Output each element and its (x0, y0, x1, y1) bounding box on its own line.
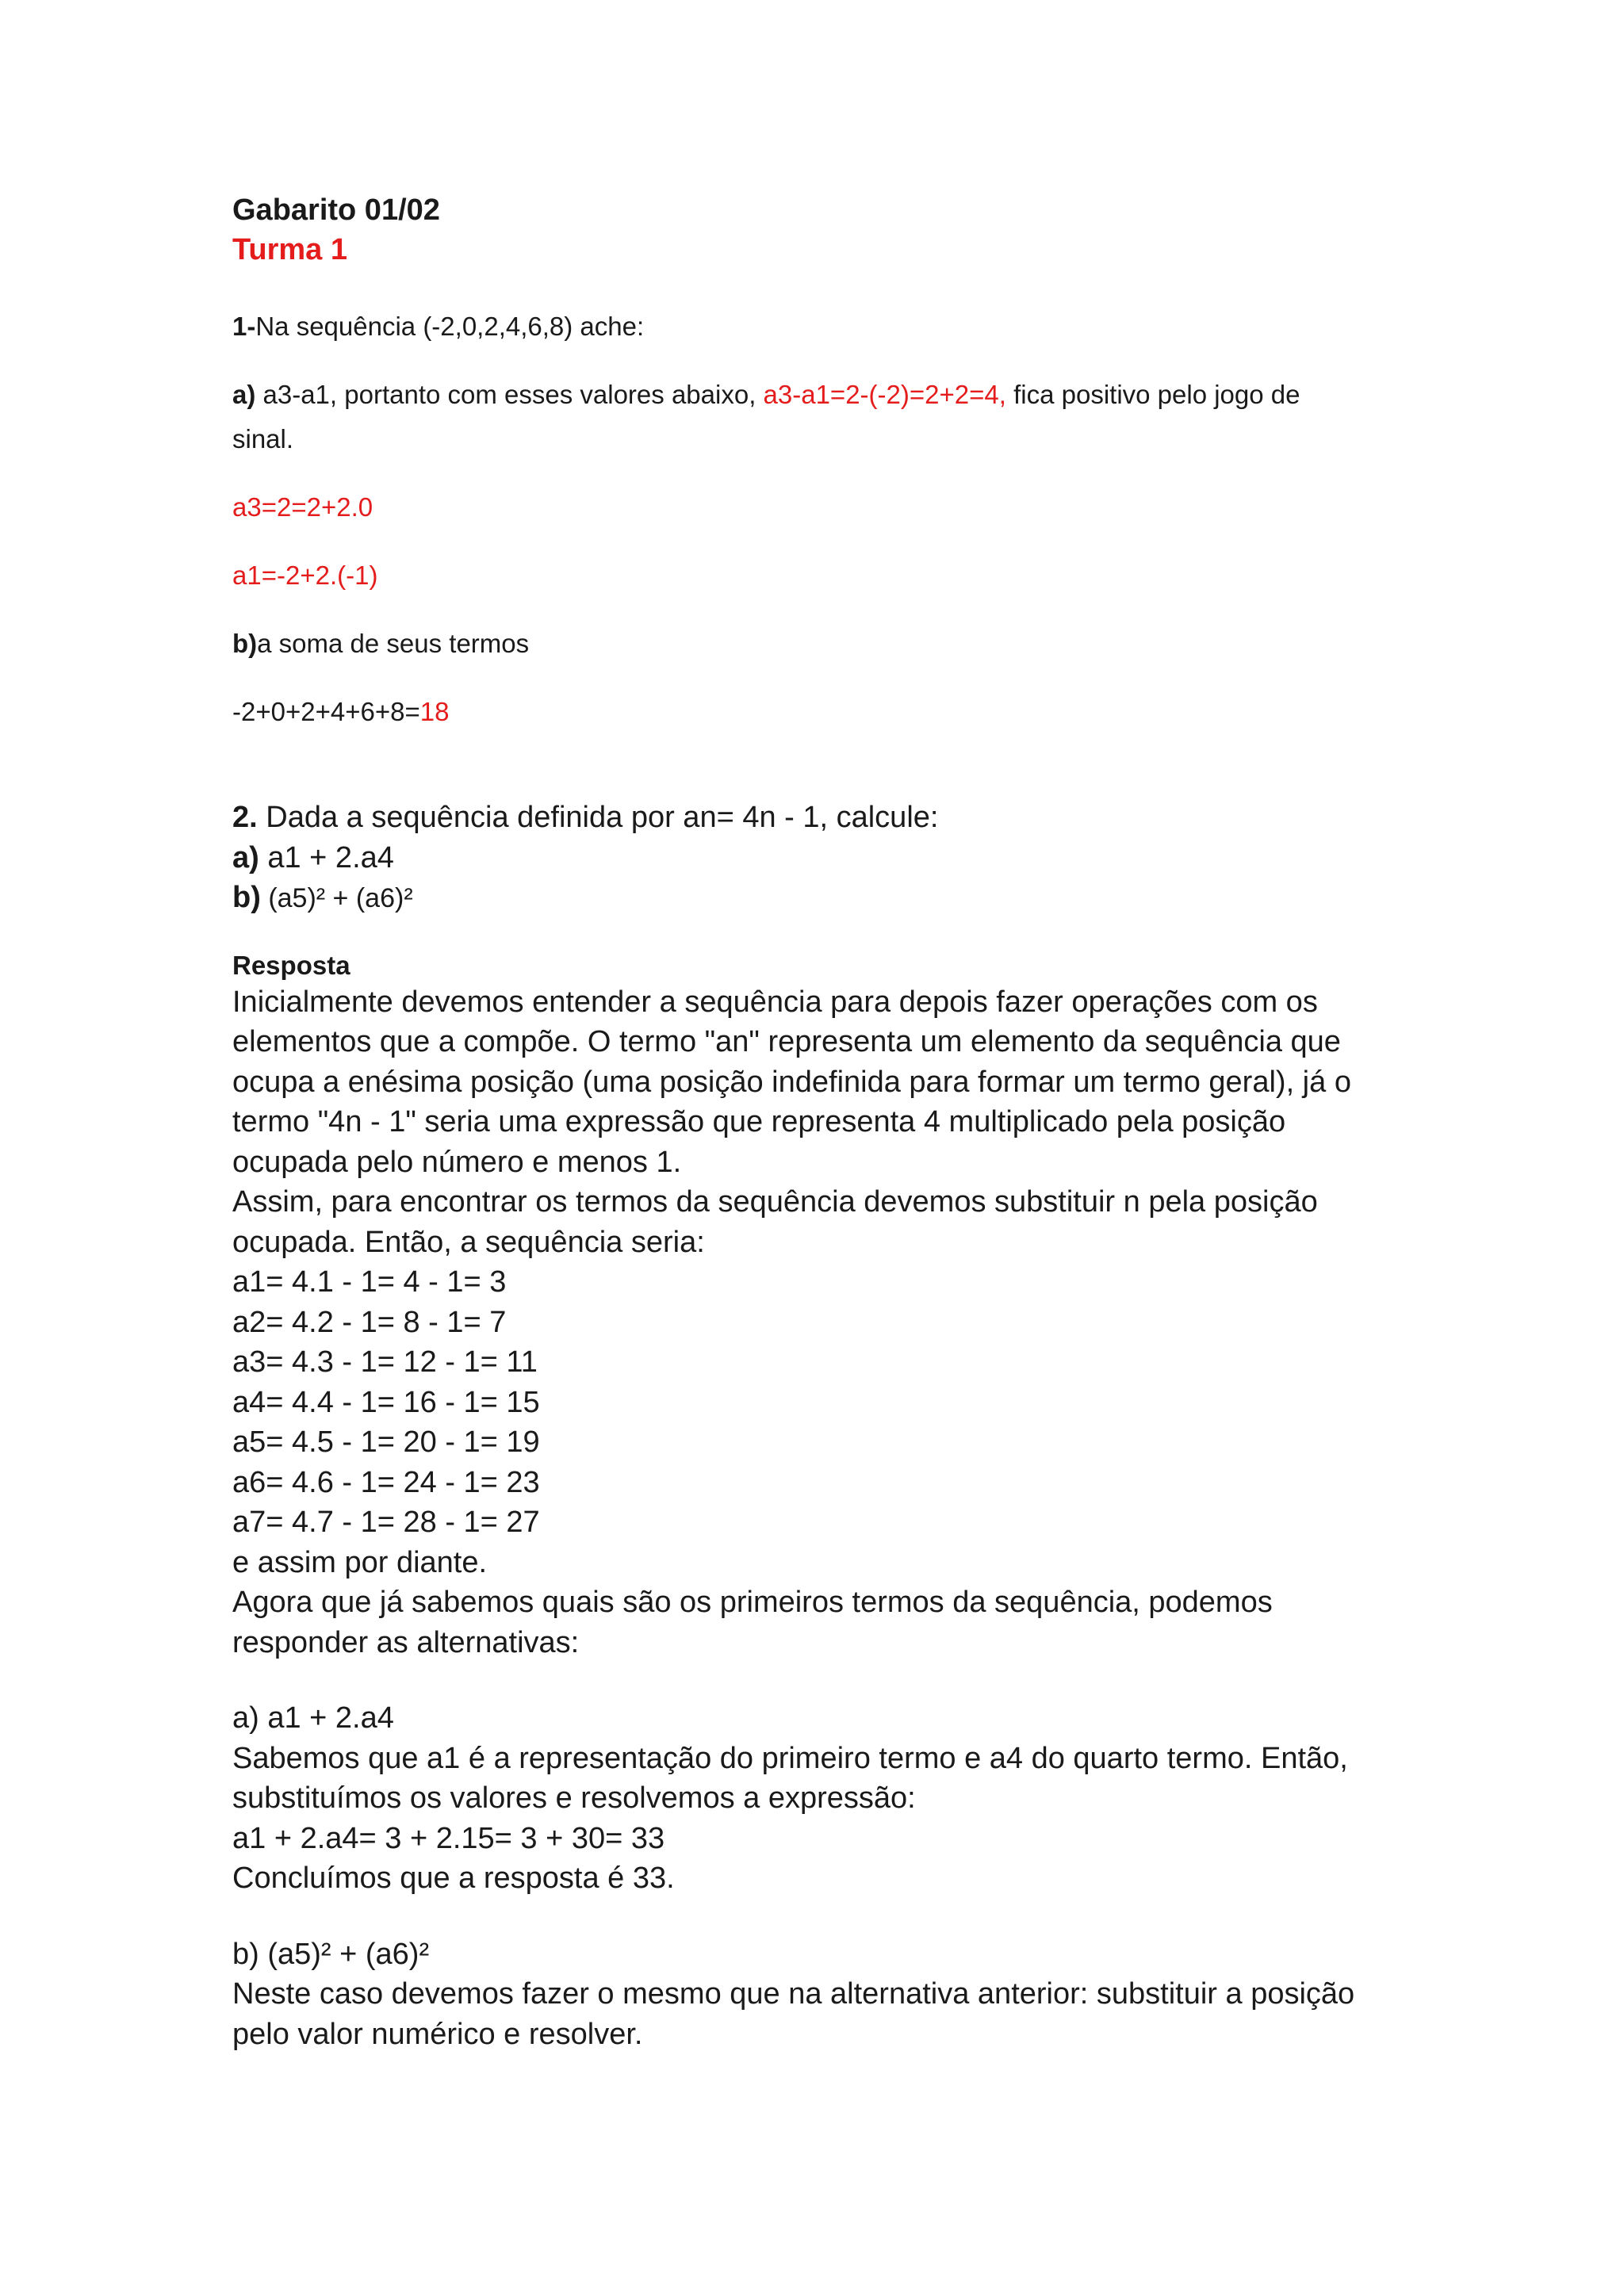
term-line: a2= 4.2 - 1= 8 - 1= 7 (232, 1305, 507, 1339)
answer-line: Inicialmente devemos entender a sequência para depois fazer operações com os (232, 985, 1318, 1019)
term-line: a5= 4.5 - 1= 20 - 1= 19 (232, 1425, 540, 1459)
answer-line: termo "4n - 1" seria uma expressão que representa 4 multiplicado pela posição (232, 1105, 1286, 1138)
question-1b (232, 622, 1390, 666)
term-line: a6= 4.6 - 1= 24 - 1= 23 (232, 1465, 540, 1499)
term-line: a3= 4.3 - 1= 12 - 1= 11 (232, 1345, 538, 1379)
alt-b-line: b) (a5)² + (a6)² (232, 1937, 430, 1971)
question-1a-continuation: sinal. (232, 424, 294, 453)
question-1b-label: b) (232, 629, 258, 658)
sum-expression: -2+0+2+4+6+8= (232, 697, 420, 726)
answer-line: ocupa a enésima posição (uma posição indefinida para formar um termo geral), já o (232, 1065, 1351, 1099)
alt-a-line: a) a1 + 2.a4 (232, 1701, 394, 1735)
question-1b-text: a soma de seus termos (257, 629, 530, 658)
a1-calculation: a1=-2+2.(-1) (232, 561, 378, 590)
question-2-text: Dada a sequência definida por an= 4n - 1, calcule: (257, 801, 939, 834)
question-1-prompt (232, 304, 1390, 349)
question-2b-text: (a5)² + (a6)² (260, 883, 413, 913)
alt-a-line: substituímos os valores e resolvemos a expressão: (232, 1781, 916, 1815)
alt-b-line: pelo valor numérico e resolver. (232, 2017, 643, 2051)
question-2-number: 2. (232, 801, 258, 834)
alt-a-line: Concluímos que a resposta é 33. (232, 1862, 675, 1895)
answer-line: Assim, para encontrar os termos da sequência devemos substituir n pela posição (232, 1185, 1318, 1219)
term-line: a4= 4.4 - 1= 16 - 1= 15 (232, 1385, 540, 1419)
alt-a-line: a1 + 2.a4= 3 + 2.15= 3 + 30= 33 (232, 1821, 665, 1855)
term-line: a1= 4.1 - 1= 4 - 1= 3 (232, 1265, 507, 1299)
sum-result: 18 (419, 697, 450, 726)
answer-line: Agora que já sabemos quais são os primeiros termos da sequência, podemos (232, 1586, 1273, 1619)
answer-line: elementos que a compõe. O termo "an" representa um elemento da sequência que (232, 1025, 1341, 1058)
question-1-text: Na sequência (-2,0,2,4,6,8) ache: (255, 312, 645, 341)
term-line: a7= 4.7 - 1= 28 - 1= 27 (232, 1506, 540, 1539)
alt-b-line: Neste caso devemos fazer o mesmo que na alternativa anterior: substituir a posição (232, 1977, 1355, 2011)
answer-body (232, 982, 1390, 1663)
document-content (232, 190, 1390, 2054)
document-title: Gabarito 01/02 (232, 193, 440, 227)
question-2b-label: b) (232, 881, 261, 914)
question-2a (232, 838, 1390, 878)
question-2-prompt (232, 798, 1390, 838)
class-label: Turma 1 (232, 233, 348, 266)
question-2a-text: a1 + 2.a4 (259, 840, 394, 874)
answer-line: ocupada. Então, a sequência seria: (232, 1225, 705, 1259)
answer-heading: Resposta (232, 950, 350, 980)
question-2b (232, 878, 1390, 919)
alt-a-line: Sabemos que a1 é a representação do primeiro termo e a4 do quarto termo. Então, (232, 1741, 1348, 1775)
a3-calculation: a3=2=2+2.0 (232, 492, 373, 522)
question-1a-tail: fica positivo pelo jogo de (1005, 380, 1300, 409)
question-1a-answer: a3-a1=2-(-2)=2+2=4, (763, 380, 1006, 409)
question-1a-label: a) (232, 380, 256, 409)
alternative-a-solution (232, 1698, 1390, 1899)
question-1a (232, 373, 1390, 417)
answer-line: e assim por diante. (232, 1545, 488, 1579)
question-2a-label: a) (232, 840, 259, 874)
sum-calculation (232, 690, 1390, 734)
question-1a-text: a3-a1, portanto com esses valores abaixo, (255, 380, 764, 409)
answer-line: ocupada pelo número e menos 1. (232, 1145, 682, 1179)
question-1-number: 1- (232, 312, 256, 341)
answer-line: responder as alternativas: (232, 1625, 580, 1659)
alternative-b-solution (232, 1934, 1390, 2055)
